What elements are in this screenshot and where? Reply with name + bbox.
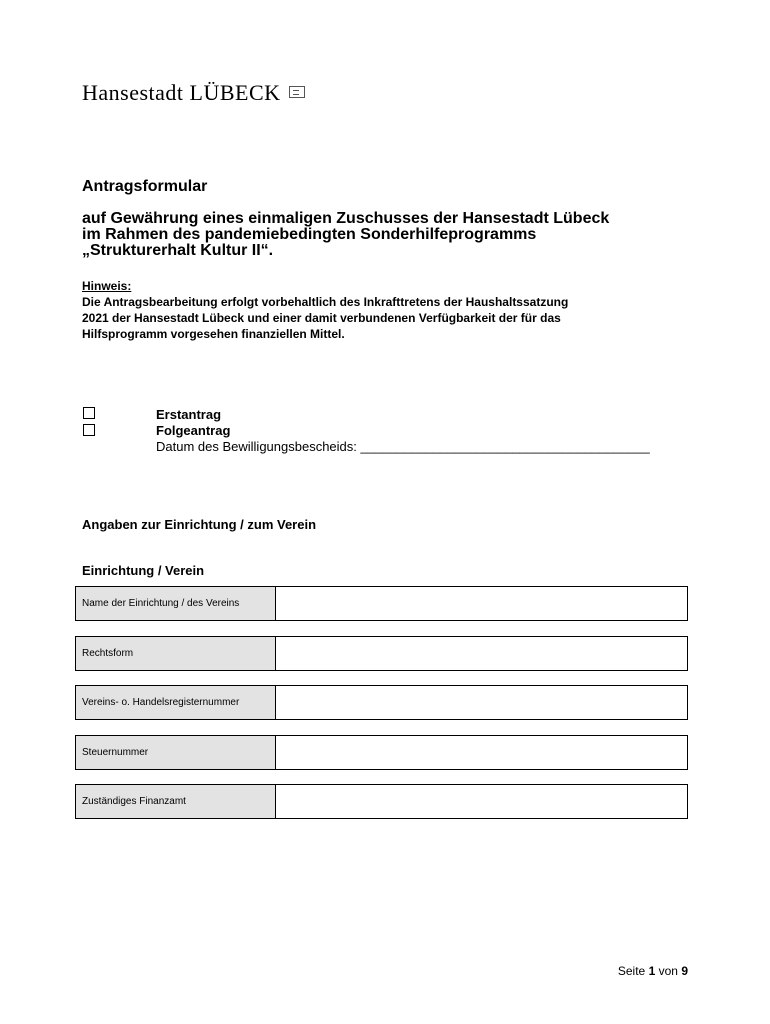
field-input-finanzamt[interactable] (276, 785, 687, 818)
notice-line: Die Antragsbearbeitung erfolgt vorbehaltlich des Inkrafttretens der Haushaltssatzung (82, 295, 569, 309)
field-label-steuernummer: Steuernummer (76, 736, 276, 769)
field-input-rechtsform[interactable] (276, 637, 687, 670)
field-input-steuernummer[interactable] (276, 736, 687, 769)
field-label-finanzamt: Zuständiges Finanzamt (76, 785, 276, 818)
field-row-registernummer (75, 685, 688, 720)
logo-text: Hansestadt LÜBECK (82, 80, 281, 105)
form-subtitle (82, 211, 722, 259)
field-input-registernummer[interactable] (276, 686, 687, 719)
field-label-registernummer: Vereins- o. Handelsregisternummer (76, 686, 276, 719)
subtitle-line: im Rahmen des pandemiebedingten Sonderhilfeprogramms (82, 226, 537, 243)
page-current: 1 (648, 964, 656, 978)
form-title: Antragsformular (82, 178, 208, 195)
checkbox-label-folgeantrag: Folgeantrag (156, 423, 231, 438)
field-row-steuernummer (75, 735, 688, 770)
section-heading: Angaben zur Einrichtung / zum Verein (82, 517, 317, 532)
checkbox-label-erstantrag: Erstantrag (156, 407, 222, 422)
notice-line: Hilfsprogramm vorgesehen finanziellen Mittel. (82, 327, 345, 341)
notice-body (82, 294, 702, 342)
checkbox-erstantrag[interactable] (83, 407, 95, 419)
field-row-name (75, 586, 688, 621)
page-total: 9 (681, 964, 688, 978)
subtitle-line: auf Gewährung eines einmaligen Zuschusses der Hansestadt Lübeck (82, 210, 610, 227)
field-input-name[interactable] (276, 587, 687, 620)
approval-date-field[interactable]: Datum des Bewilligungsbescheids: ________________________________________ (156, 439, 650, 454)
page-separator: von (658, 964, 678, 978)
group-heading: Einrichtung / Verein (82, 563, 205, 578)
notice-line: 2021 der Hansestadt Lübeck und einer damit verbundenen Verfügbarkeit der für das (82, 311, 561, 325)
page-number (618, 964, 688, 978)
checkbox-folgeantrag[interactable] (83, 424, 95, 436)
city-emblem-icon (289, 86, 305, 98)
field-label-name: Name der Einrichtung / des Vereins (76, 587, 276, 620)
field-label-rechtsform: Rechtsform (76, 637, 276, 670)
field-row-finanzamt (75, 784, 688, 819)
field-row-rechtsform (75, 636, 688, 671)
page-prefix: Seite (617, 964, 646, 978)
notice-heading: Hinweis: (82, 279, 132, 293)
city-logo (82, 80, 305, 106)
subtitle-line: „Strukturerhalt Kultur II“. (82, 242, 274, 259)
